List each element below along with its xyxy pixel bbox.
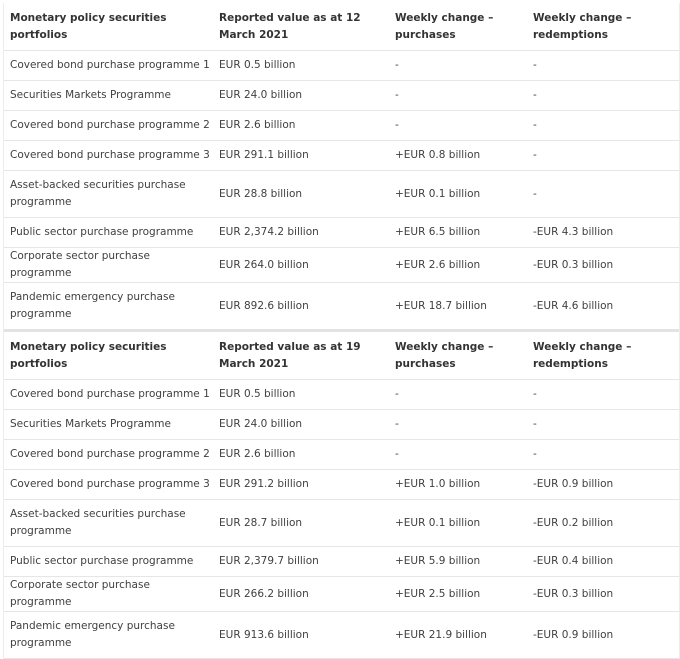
weekly-redemptions: - <box>527 171 679 218</box>
weekly-redemptions: - <box>527 111 679 141</box>
header-portfolio: Monetary policy securities portfolios <box>4 331 213 380</box>
portfolio-name: Securities Markets Programme <box>4 410 213 440</box>
weekly-purchases: - <box>389 440 527 470</box>
table-row <box>4 171 679 218</box>
weekly-purchases: +EUR 0.8 billion <box>389 141 527 171</box>
header-portfolio: Monetary policy securities portfolios <box>10 11 167 41</box>
weekly-redemptions: - <box>527 81 679 111</box>
reported-value: EUR 24.0 billion <box>213 410 389 440</box>
portfolio-name: Covered bond purchase programme 1 <box>4 51 213 81</box>
weekly-redemptions: - <box>527 51 679 81</box>
table-row <box>4 81 679 111</box>
reported-value: EUR 291.1 billion <box>213 141 389 171</box>
table-row <box>4 547 679 577</box>
portfolio-name: Pandemic emergency purchase programme <box>4 283 213 331</box>
weekly-purchases: +EUR 18.7 billion <box>389 283 527 331</box>
reported-value: EUR 892.6 billion <box>213 283 389 331</box>
weekly-purchases: - <box>389 81 527 111</box>
weekly-redemptions: -EUR 0.3 billion <box>527 248 679 283</box>
securities-portfolios-table <box>4 3 679 659</box>
portfolio-name: Covered bond purchase programme 2 <box>4 440 213 470</box>
portfolio-name: Covered bond purchase programme 2 <box>4 111 213 141</box>
weekly-redemptions: -EUR 0.2 billion <box>527 500 679 547</box>
portfolio-name: Covered bond purchase programme 3 <box>4 470 213 500</box>
portfolio-name: Asset-backed securities purchase programme <box>4 171 213 218</box>
reported-value: EUR 2.6 billion <box>213 111 389 141</box>
portfolio-name: Corporate sector purchase programme <box>4 248 213 283</box>
reported-value: EUR 266.2 billion <box>213 577 389 612</box>
reported-value: EUR 2,374.2 billion <box>213 218 389 248</box>
weekly-purchases: - <box>389 51 527 81</box>
table-row <box>4 440 679 470</box>
header-row <box>4 331 679 380</box>
header-weekly-redemptions: Weekly change – redemptions <box>527 331 679 380</box>
table-row <box>4 141 679 171</box>
weekly-redemptions: -EUR 0.3 billion <box>527 577 679 612</box>
weekly-redemptions: -EUR 0.9 billion <box>527 470 679 500</box>
table-section-19-march <box>4 331 679 659</box>
reported-value: EUR 24.0 billion <box>213 81 389 111</box>
portfolio-name: Covered bond purchase programme 3 <box>4 141 213 171</box>
header-reported-value: Reported value as at 12 March 2021 <box>219 11 361 41</box>
portfolio-name: Covered bond purchase programme 1 <box>4 380 213 410</box>
portfolio-name: Pandemic emergency purchase programme <box>4 612 213 659</box>
weekly-purchases: +EUR 1.0 billion <box>389 470 527 500</box>
table-row <box>4 283 679 331</box>
reported-value: EUR 264.0 billion <box>213 248 389 283</box>
weekly-purchases: +EUR 5.9 billion <box>389 547 527 577</box>
weekly-redemptions: -EUR 0.4 billion <box>527 547 679 577</box>
reported-value: EUR 913.6 billion <box>213 612 389 659</box>
table-row <box>4 51 679 81</box>
portfolio-name: Public sector purchase programme <box>4 218 213 248</box>
weekly-redemptions: -EUR 4.3 billion <box>527 218 679 248</box>
portfolio-name: Public sector purchase programme <box>4 547 213 577</box>
weekly-purchases: +EUR 2.6 billion <box>389 248 527 283</box>
table-row <box>4 612 679 659</box>
weekly-purchases: +EUR 21.9 billion <box>389 612 527 659</box>
weekly-purchases: - <box>389 410 527 440</box>
table-row <box>4 248 679 283</box>
weekly-purchases: +EUR 0.1 billion <box>389 171 527 218</box>
securities-portfolios-table-container <box>3 3 680 659</box>
weekly-purchases: +EUR 2.5 billion <box>389 577 527 612</box>
portfolio-name: Securities Markets Programme <box>4 81 213 111</box>
table-row <box>4 218 679 248</box>
weekly-purchases: - <box>389 111 527 141</box>
reported-value: EUR 2,379.7 billion <box>213 547 389 577</box>
portfolio-name: Asset-backed securities purchase programme <box>4 500 213 547</box>
weekly-redemptions: - <box>527 410 679 440</box>
weekly-purchases: - <box>389 380 527 410</box>
table-row <box>4 500 679 547</box>
header-reported-value: Reported value as at 19 March 2021 <box>213 331 389 380</box>
header-weekly-redemptions: Weekly change – redemptions <box>533 11 632 41</box>
weekly-redemptions: - <box>527 440 679 470</box>
header-row <box>4 3 679 51</box>
reported-value: EUR 2.6 billion <box>213 440 389 470</box>
weekly-purchases: +EUR 0.1 billion <box>389 500 527 547</box>
weekly-redemptions: - <box>527 380 679 410</box>
table-row <box>4 111 679 141</box>
portfolio-name: Corporate sector purchase programme <box>4 577 213 612</box>
header-weekly-purchases: Weekly change – purchases <box>389 331 527 380</box>
reported-value: EUR 28.7 billion <box>213 500 389 547</box>
reported-value: EUR 0.5 billion <box>213 51 389 81</box>
table-row <box>4 380 679 410</box>
weekly-redemptions: - <box>527 141 679 171</box>
weekly-redemptions: -EUR 4.6 billion <box>527 283 679 331</box>
header-weekly-purchases: Weekly change – purchases <box>395 11 494 41</box>
weekly-redemptions: -EUR 0.9 billion <box>527 612 679 659</box>
weekly-purchases: +EUR 6.5 billion <box>389 218 527 248</box>
table-row <box>4 577 679 612</box>
reported-value: EUR 28.8 billion <box>213 171 389 218</box>
reported-value: EUR 291.2 billion <box>213 470 389 500</box>
table-row <box>4 410 679 440</box>
table-row <box>4 470 679 500</box>
reported-value: EUR 0.5 billion <box>213 380 389 410</box>
table-section-12-march <box>4 3 679 331</box>
